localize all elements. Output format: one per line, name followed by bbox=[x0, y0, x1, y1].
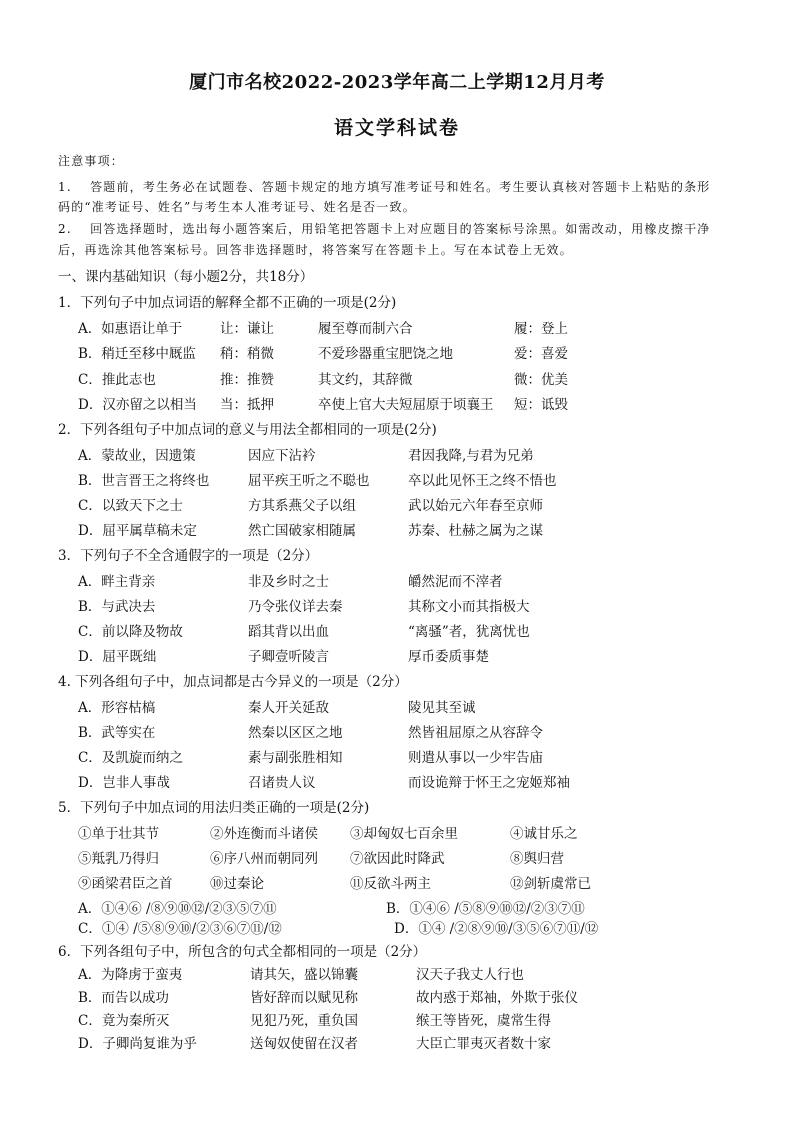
answer-choice: A．①④⑥ /⑧⑨⑩⑫/②③⑤⑦⑪ bbox=[78, 901, 277, 917]
option-sentence: 君因我降,与君为兄弟 bbox=[408, 448, 534, 464]
option-sentence: B．世言晋王之将终也 bbox=[78, 473, 210, 489]
option-gloss: 履：登上 bbox=[514, 321, 568, 337]
exam-subtitle: 语文学科试卷 bbox=[333, 117, 460, 139]
numbered-item: ⑨函梁君臣之首 bbox=[78, 876, 173, 892]
option-sentence: C．推此志也 bbox=[78, 372, 156, 388]
answer-choice: B．①④⑥ /⑤⑧⑨⑩⑫/②③⑦⑪ bbox=[386, 901, 585, 917]
option-sentence: 武以始元六年春至京师 bbox=[408, 498, 543, 514]
option-gloss: 当：抵押 bbox=[220, 397, 274, 413]
option-sentence: 厚币委质事楚 bbox=[408, 649, 489, 665]
option-sentence: “离骚”者，犹离忧也 bbox=[408, 624, 530, 640]
option-sentence: 召诸贵人议 bbox=[248, 775, 316, 791]
option-sentence: 见犯乃死，重负国 bbox=[250, 1013, 358, 1029]
question-1-stem: 1．下列句子中加点词语的解释全都不正确的一项是(2分) bbox=[58, 295, 397, 311]
option-sentence: 不爱珍器重宝肥饶之地 bbox=[318, 346, 453, 362]
option-gloss: 稍：稍微 bbox=[220, 346, 274, 362]
numbered-item: ②外连衡而斗诸侯 bbox=[210, 826, 318, 842]
option-sentence: 非及乡时之士 bbox=[248, 574, 329, 590]
option-sentence: B．稍迁至移中厩监 bbox=[78, 346, 196, 362]
option-sentence: 秦人开关延敌 bbox=[248, 700, 329, 716]
question-5-stem: 5．下列句子中加点词的用法归类正确的一项是(2分) bbox=[58, 800, 370, 816]
option-sentence: 卒使上官大夫短屈原于顷襄王 bbox=[318, 397, 494, 413]
notice-heading: 注意事项： bbox=[58, 154, 125, 168]
numbered-item: ⑥序八州而朝同列 bbox=[210, 851, 318, 867]
question-2-stem: 2．下列各组句子中加点词的意义与用法全都相同的一项是(2分) bbox=[58, 422, 437, 438]
option-sentence: 缑王等皆死，虞常生得 bbox=[416, 1013, 551, 1029]
question-6-stem: 6．下列各组句子中，所包含的句式全都相同的一项是（2分） bbox=[58, 944, 427, 960]
option-sentence: 素与副张胜相知 bbox=[248, 750, 343, 766]
question-4-stem: 4. 下列各组句子中，加点词都是古今异义的一项是（2分） bbox=[58, 674, 408, 690]
option-sentence: 故内惑于郑袖，外欺于张仪 bbox=[416, 990, 578, 1006]
numbered-item: ⑪反欲斗两主 bbox=[350, 876, 431, 892]
option-sentence: 汉天子我丈人行也 bbox=[416, 967, 524, 983]
option-sentence: A．畔主背亲 bbox=[78, 574, 156, 590]
notice-item-2-line-1: 2. 回答选择题时，选出每小题答案后，用铅笔把答题卡上对应题目的答案标号涂黑。如需改动，用橡皮擦干净 bbox=[58, 222, 711, 236]
option-sentence: 陵见其至诚 bbox=[408, 700, 476, 716]
option-sentence: D．汉亦留之以相当 bbox=[78, 397, 197, 413]
option-sentence: 然亡国破家相随属 bbox=[248, 523, 356, 539]
option-sentence: C．以致天下之士 bbox=[78, 498, 183, 514]
option-sentence: 皆好辞而以赋见称 bbox=[250, 990, 358, 1006]
notice-item-1-line-2: 码的“准考证号、姓名”与考生本人准考证号、姓名是否一致。 bbox=[58, 200, 416, 214]
notice-item-2-line-2: 后，再选涂其他答案标号。回答非选择题时，将答案写在答题卡上。写在本试卷上无效。 bbox=[58, 243, 573, 257]
option-sentence: 子卿壹听陵言 bbox=[248, 649, 329, 665]
option-sentence: 大臣亡罪夷灭者数十家 bbox=[416, 1036, 551, 1052]
section-1-heading: 一、课内基础知识（每小题2分，共18分） bbox=[58, 269, 314, 285]
option-sentence: D．屈平属草稿未定 bbox=[78, 523, 197, 539]
option-sentence: 皭然泥而不滓者 bbox=[408, 574, 503, 590]
option-sentence: B．与武决去 bbox=[78, 599, 156, 615]
option-sentence: 其文约，其辞微 bbox=[318, 372, 413, 388]
option-gloss: 短：诋毁 bbox=[514, 397, 568, 413]
question-3-stem: 3．下列句子不全含通假字的一项是（2分） bbox=[58, 548, 319, 564]
exam-title: 厦门市名校2022-2023学年高二上学期12月月考 bbox=[189, 72, 605, 93]
option-sentence: A．蒙故业，因遗策 bbox=[78, 448, 196, 464]
option-sentence: 履至尊而制六合 bbox=[318, 321, 413, 337]
option-sentence: 苏秦、杜赫之属为之谋 bbox=[408, 523, 543, 539]
option-sentence: 而设诡辩于怀王之宠姬郑袖 bbox=[408, 775, 570, 791]
numbered-item: ⑤羝乳乃得归 bbox=[78, 851, 159, 867]
option-sentence: 送匈奴使留在汉者 bbox=[250, 1036, 358, 1052]
option-sentence: A．为降虏于蛮夷 bbox=[78, 967, 183, 983]
option-sentence: 卒以此见怀王之终不悟也 bbox=[408, 473, 557, 489]
option-sentence: A．如惠语让单于 bbox=[78, 321, 183, 337]
option-gloss: 爱：喜爱 bbox=[514, 346, 568, 362]
option-sentence: 其称文小而其指极大 bbox=[408, 599, 530, 615]
option-sentence: 然秦以区区之地 bbox=[248, 725, 343, 741]
option-gloss: 微：优美 bbox=[514, 372, 568, 388]
numbered-item: ⑧舆归营 bbox=[510, 851, 564, 867]
option-sentence: B．武等实在 bbox=[78, 725, 156, 741]
numbered-item: ⑦欲因此时降武 bbox=[350, 851, 445, 867]
option-gloss: 推：推赞 bbox=[220, 372, 274, 388]
option-sentence: D．岂非人事哉 bbox=[78, 775, 170, 791]
option-sentence: 蹈其背以出血 bbox=[248, 624, 329, 640]
option-sentence: 乃令张仪详去秦 bbox=[248, 599, 343, 615]
option-sentence: 方其系燕父子以组 bbox=[248, 498, 356, 514]
numbered-item: ①单于壮其节 bbox=[78, 826, 159, 842]
option-sentence: C．前以降及物故 bbox=[78, 624, 183, 640]
numbered-item: ⑩过秦论 bbox=[210, 876, 264, 892]
option-sentence: 然皆祖屈原之从容辞令 bbox=[408, 725, 543, 741]
option-sentence: D．屈平既绌 bbox=[78, 649, 157, 665]
option-sentence: 屈平疾王听之不聪也 bbox=[248, 473, 370, 489]
option-sentence: B．而告以成功 bbox=[78, 990, 169, 1006]
option-gloss: 让：谦让 bbox=[220, 321, 274, 337]
option-sentence: A．形容枯槁 bbox=[78, 700, 156, 716]
option-sentence: D．子卿尚复谁为乎 bbox=[78, 1036, 197, 1052]
option-sentence: C．及凯旋而纳之 bbox=[78, 750, 183, 766]
option-sentence: 因应下沾衿 bbox=[248, 448, 316, 464]
answer-choice: C．①④ /⑤⑧⑨⑩/②③⑥⑦⑪/⑫ bbox=[78, 921, 282, 937]
numbered-item: ④诚甘乐之 bbox=[510, 826, 578, 842]
option-sentence: 请其矢，盛以锦囊 bbox=[250, 967, 358, 983]
answer-choice: D．①④ /②⑧⑨⑩/③⑤⑥⑦⑪/⑫ bbox=[394, 921, 599, 937]
option-sentence: 则遣从事以一少牢告庙 bbox=[408, 750, 543, 766]
numbered-item: ⑫剑斩虞常已 bbox=[510, 876, 591, 892]
option-sentence: C．竟为秦所灭 bbox=[78, 1013, 170, 1029]
numbered-item: ③却匈奴七百余里 bbox=[350, 826, 458, 842]
notice-item-1-line-1: 1. 答题前，考生务必在试题卷、答题卡规定的地方填写准考证号和姓名。考生要认真核对答题卡上粘贴的条形 bbox=[58, 180, 711, 194]
